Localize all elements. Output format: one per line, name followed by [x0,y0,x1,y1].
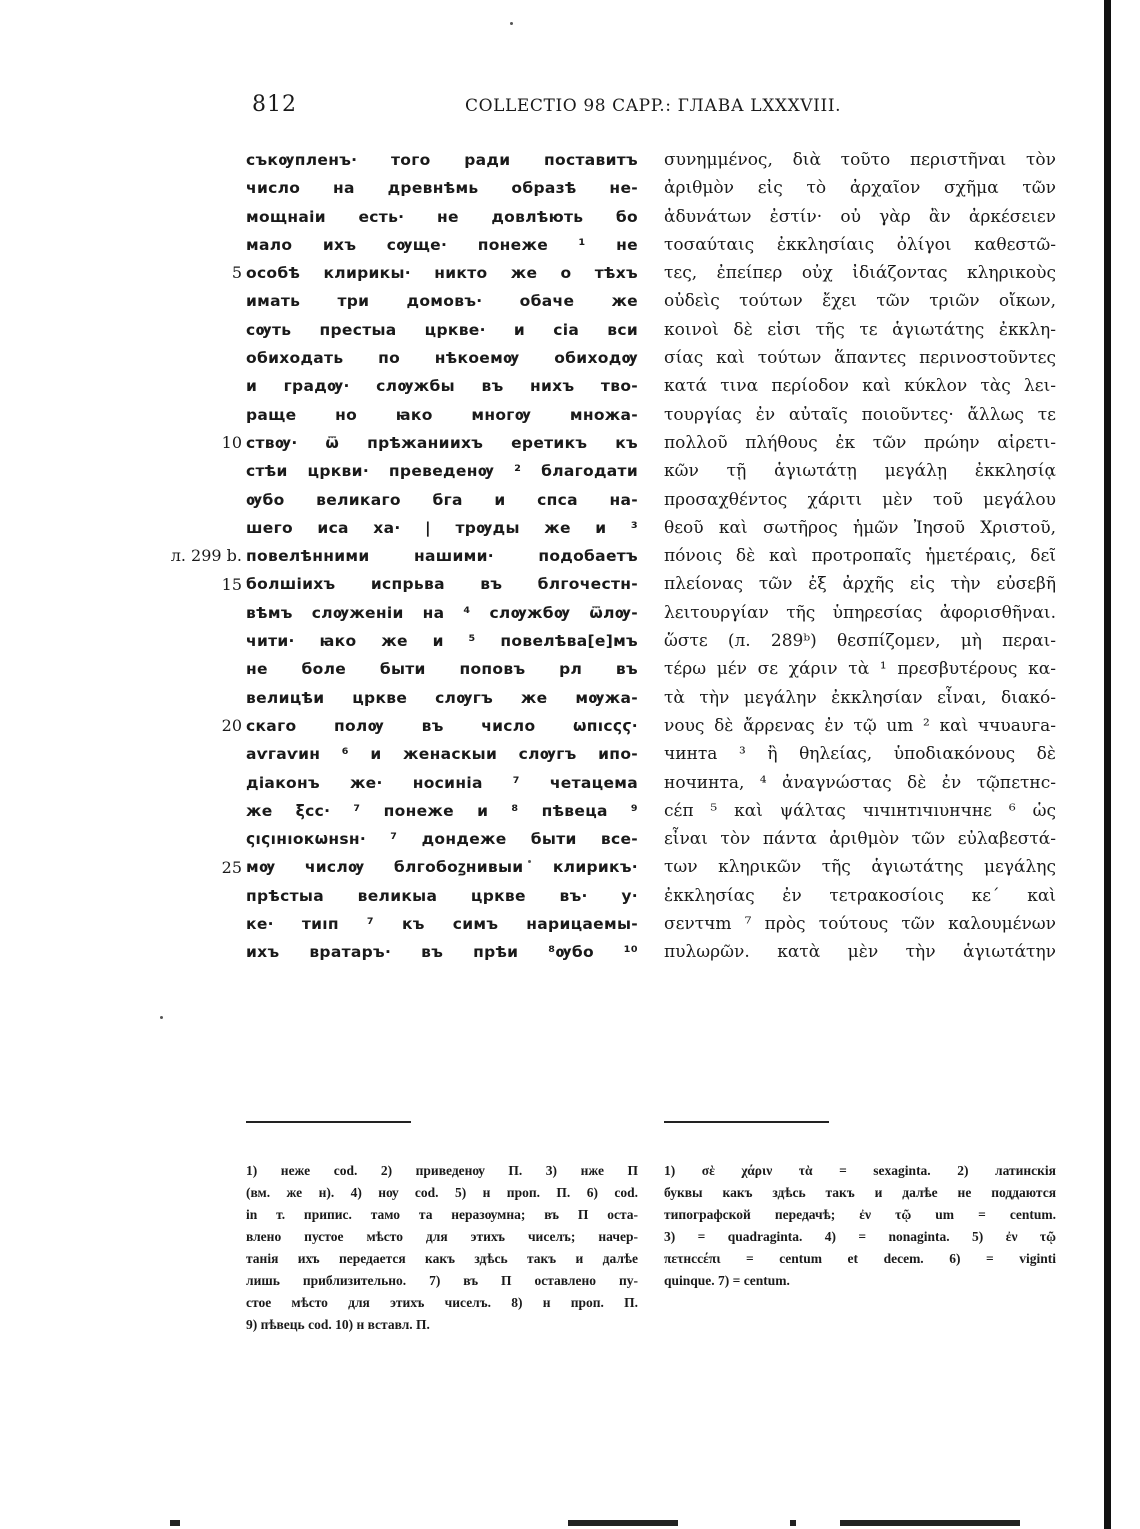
text-line: аѵгаѵин ⁶ и женаскыи слѹгъ ипо- [246,745,638,764]
text-line: мѹ числѹ блгобоꙁнивыи клирикъ· [246,858,638,877]
text-line: ихъ вратаръ· въ прѣи ⁸ѹбо ¹⁰ [246,943,638,962]
line-number: 5 [231,263,242,283]
text-line: особѣ клирикы· никто же о тѣхъ [246,264,638,283]
text-line: κοινοὶ δὲ εἰσι τῆς τε ἁγιωτάτης ἐκκλη- [664,319,1056,340]
text-line: οὐδεὶς τούτων ἔχει τῶν τριῶν οἴκων, [664,291,1056,312]
text-line: ке· тиıп ⁷ къ симъ нарицаемы- [246,915,638,934]
text-line: ὥστε (л. 289ᵇ) θεσπίζομεν, μὴ περαι- [664,631,1056,652]
text-line: cέπ ⁵ καὶ ψάλτας чıчıнтıчıυнчнε ⁶ ὡς [664,800,1056,821]
text-line: скаго полѹ въ число ωпıcςϛ· [246,716,638,735]
text-line: τες, ἐπείπερ οὐχ ἰδιάζοντας κληρικοὺς [664,263,1056,284]
text-line: мощнаіи есть· не довлѣють бо [246,207,638,226]
text-line: число на древнѣмь образѣ не- [246,179,638,198]
footnote-line: буквы какъ здѣсь такъ и далѣе не поддаются [664,1185,1056,1200]
text-line: προσαχθέντος χάριτι μὲν τοῦ μεγάλου [664,489,1056,510]
text-line: πλείονας τῶν ἐξ ἀρχῆς εἰς τὴν εὐσεβῆ [664,574,1056,595]
footnote-line: quinque. 7) = centum. [664,1273,790,1288]
greek-text-column [664,146,1056,967]
footnote-line: 3) = quadraginta. 4) = nonaginta. 5) ἐν τῷ [664,1229,1056,1244]
line-number: 10 [221,433,242,452]
text-line: съкѹпленъ· того ради поставитъ [246,151,638,169]
scan-artifact [840,1520,1020,1526]
text-line: κῶν τῇ ἁγιωτάτῃ μεγάλῃ ἐκκλησίᾳ [664,461,1056,482]
footnote-line: типографской передачѣ; ἐν τῷ um = centum. [664,1207,1056,1222]
text-line: стѣи цркви· преведенѹ ² благодати [246,462,638,481]
text-line: πυλωρῶν. κατὰ μὲν τὴν ἁγιωτάτην [664,942,1056,963]
running-head: COLLECTIO 98 CAPP.: ГЛАВА LXXXVIII. [465,96,842,116]
page-header [0,92,1100,122]
text-line: болшіихъ испрьва въ блгочестн- [246,575,638,594]
page-edge-binding-shadow [1104,0,1111,1529]
text-line: вѣмъ слѹженіи на ⁴ слѹжбѹ ѿлѹ- [246,603,638,622]
footnote-line: танія ихъ передается какъ здѣсь такъ и далѣе [246,1251,638,1266]
text-line: чинта ³ ἢ θηλείας, ὑποδιακόνους δὲ [664,744,1056,765]
text-line: ςıςıнıокωнsн· ⁷ дондеже быти все- [246,830,638,849]
text-line: раще но ꙗко многѹ множа- [246,405,638,424]
scan-artifact [568,1520,678,1526]
text-line: же ξcc· ⁷ понеже и ⁸ пѣвеца ⁹ [246,801,638,820]
footnote-line: (вм. же н). 4) нѹ cod. 5) н проп. П. 6) cod. [246,1185,638,1200]
scan-speck [510,22,513,25]
text-line: εἶναι τὸν πάντα ἀριθμὸν τῶν εὐλαβεστά- [664,829,1056,850]
text-line: νους δὲ ἄρρενας ἐν τῷ um ² καὶ ччυаυга- [664,715,1056,736]
slavonic-text-column [246,146,638,967]
footnote-line: πετнсcέπι = centum et decem. 6) = viginti [664,1251,1056,1266]
scan-artifact [790,1520,796,1526]
text-line: πόνοις δὲ καὶ προτροπαῖς ἡμετέραις, δεῖ [664,546,1056,567]
text-line: сѹть престыа цркве· и сіа вси [246,320,638,339]
footnotes-right [664,1160,1056,1292]
line-number: л. 299 b. [170,546,242,566]
scan-speck [160,1016,163,1019]
text-line: повелѣнними нашими· подобаетъ [246,547,638,566]
text-line: діаконъ же· носиніа ⁷ четацема [246,773,638,792]
text-line: τέρω μέν σε χάριν τὰ ¹ πρεσβυτέρους κα- [664,659,1056,680]
footnote-line: in т. припис. тамо та неразѹмна; въ П оста- [246,1207,638,1222]
text-line: имать три домовъ· обаче же [246,292,638,311]
page-number: 812 [252,92,297,117]
text-line: ἐκκλησίας ἐν τετρακοσίοις κε΄ καὶ [664,885,1056,906]
text-line: κατά τινα περίοδον καὶ κύκλον τὰς λει- [664,376,1056,397]
footnote-rule-right [664,1121,829,1123]
text-line: ἀδυνάτων ἐστίν· οὐ γὰρ ἂν ἀρκέσειεν [664,206,1056,227]
text-line: θεοῦ καὶ σωτῆρος ἡμῶν Ἰησοῦ Χριστοῦ, [664,517,1056,538]
text-line: σεντчm ⁷ πρὸς τούτους τῶν καλουμένων [664,914,1056,935]
footnotes-left [246,1160,638,1336]
text-line: των κληρικῶν τῆς ἁγιωτάτης μεγάλης [664,857,1056,878]
text-line: ѹбо великаго бга и спса на- [246,490,638,509]
text-line: ствѹ· ѿ прѣжаниихъ еретикъ къ [246,433,638,452]
text-line: τουργίας ἐν αὐταῖς ποιοῦντες· ἄλλως τε [664,404,1056,425]
scan-artifact [170,1520,180,1526]
footnote-line: 9) пѣвець cod. 10) н вставл. П. [246,1317,430,1332]
text-line: τὰ τὴν μεγάλην ἐκκλησίαν εἶναι, διακό- [664,687,1056,708]
footnote-line: 1) σὲ χάριν τὰ = sexaginta. 2) латинскія [664,1163,1056,1178]
text-line: ночинта, ⁴ ἀναγνώστας δὲ ἐν τῷпετнc- [664,772,1056,793]
text-line: обиходать по нѣкоемѹ обиходѹ [246,349,638,368]
text-line: и градѹ· слѹжбы въ нихъ тво- [246,377,638,396]
text-line: τοσαύταις ἐκκλησίαις ὀλίγοι καθεστῶ- [664,234,1056,255]
footnote-line: влено пустое мѣсто для этихъ чиселъ; начер- [246,1229,638,1244]
text-line: не боле быти поповъ рл въ [246,660,638,679]
line-number: 15 [221,574,242,594]
text-line: чити· ꙗко же и ⁵ повелѣва[е]мъ [246,632,638,651]
text-line: велицѣи цркве слѹгъ же мѹжа- [246,688,638,707]
footnote-rule-left [246,1121,411,1123]
text-line: πολλοῦ πλήθους ἐκ τῶν πρώην αἱρετι- [664,432,1056,453]
text-line: прѣстыа великыа цркве въ· у· [246,886,638,905]
text-line: мало ихъ сѹще· понеже ¹ не [246,235,638,254]
text-line: ἀριθμὸν εἰς τὸ ἀρχαῖον σχῆμα τῶν [664,178,1056,199]
text-line: συνημμένος, διὰ τοῦτο περιστῆναι τὸν [664,150,1056,170]
line-number: 20 [221,716,242,735]
text-line: λειτουργίαν τῆς ὑπηρεσίας ἀφορισθῆναι. [664,602,1056,623]
footnote-line: 1) неже cod. 2) приведенѹ П. 3) нже П [246,1163,638,1178]
text-line: шего иса ха· | трѹды же и ³ [246,518,638,537]
footnote-line: стое мѣсто для этихъ чиселъ. 8) н проп. П. [246,1295,638,1310]
line-number: 25 [221,857,242,877]
footnote-line: лишь приблизительно. 7) въ П оставлено пу- [246,1273,638,1288]
text-line: σίας καὶ τούτων ἅπαντες περινοστοῦντες [664,348,1056,369]
